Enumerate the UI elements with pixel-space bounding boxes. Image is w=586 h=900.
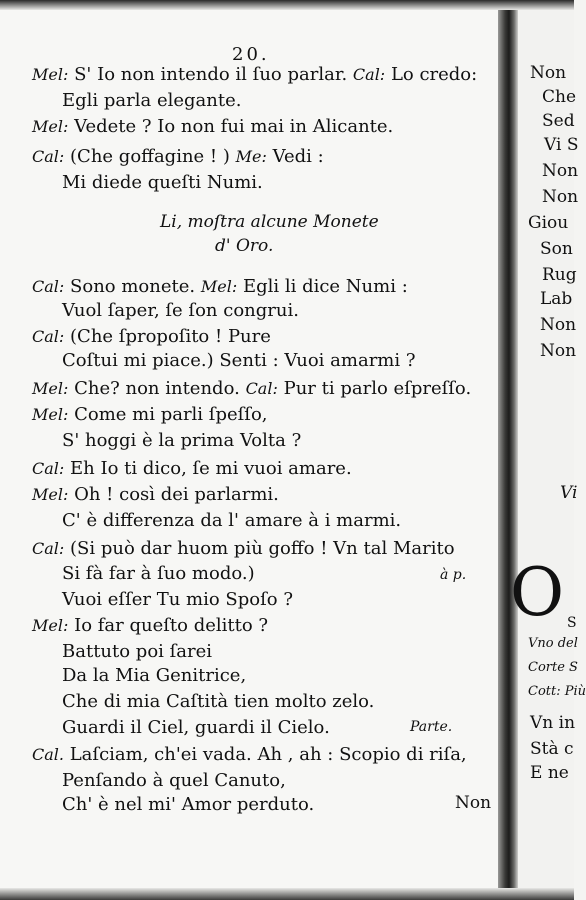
right-tail-line: Vn in — [530, 713, 576, 733]
right-page-line: Giou — [528, 213, 569, 233]
verse-text: Mi diede queſti Numi. — [62, 172, 263, 193]
right-speaker-line: Vno del — [528, 636, 578, 651]
verse-text: Vedete ? Io non fui mai in Alicante. — [74, 116, 394, 137]
speaker-label: Cal: — [32, 459, 65, 478]
verse-line — [62, 794, 314, 816]
verse-text: Sono monete. — [70, 276, 196, 297]
verse-line — [32, 326, 271, 348]
speaker-label: Cal: — [32, 327, 65, 346]
right-page-line: Rug — [542, 265, 577, 285]
speaker-label: Mel: — [32, 405, 69, 424]
verse-line — [62, 300, 299, 322]
verse-text: Egli parla elegante. — [62, 90, 242, 111]
right-tail-line: Stà c — [530, 739, 574, 759]
speaker-label: Cal: — [245, 379, 278, 398]
verse-line — [32, 276, 408, 298]
right-page-line: Non — [542, 187, 579, 207]
verse-text: Penſando à quel Canuto, — [62, 770, 286, 791]
right-page-line: Che — [542, 87, 577, 107]
verse-line — [62, 641, 212, 663]
verse-line — [32, 484, 279, 506]
drop-cap-initial: O — [510, 554, 565, 631]
right-page-line: Non — [540, 315, 577, 335]
speaker-label: Mel: — [32, 379, 69, 398]
verse-line — [62, 350, 416, 372]
speaker-label: Mel: — [200, 277, 238, 296]
right-page-line: Lab — [540, 289, 573, 309]
verse-line — [62, 665, 246, 687]
top-edge-shadow — [0, 0, 574, 10]
aside-a-parte: à p. — [440, 567, 467, 583]
right-page-line: Vi S — [544, 135, 579, 155]
verse-text: Io far queſto delitto ? — [74, 615, 269, 636]
verse-text: Guardi il Ciel, guardi il Cielo. — [62, 717, 330, 738]
speaker-label: Cal: — [32, 539, 65, 558]
verse-text: Come mi parli ſpeſſo, — [74, 404, 268, 425]
verse-text: C' è differenza da l' amare à i marmi. — [62, 510, 402, 531]
verse-text: Eh Io ti dico, ſe mi vuoi amare. — [70, 458, 352, 479]
verse-line — [32, 64, 477, 86]
right-speaker-line: Corte S — [528, 660, 578, 675]
page-number: 20. — [232, 44, 270, 65]
speaker-label: Mel: — [32, 65, 69, 84]
right-fragment-vi: Vi — [560, 483, 578, 503]
verse-line — [32, 615, 268, 637]
speaker-label: Mel: — [32, 616, 69, 635]
verse-text: Vuol ſaper, ſe ſon congrui. — [62, 300, 299, 321]
verse-text: Lo credo: — [390, 64, 478, 85]
speaker-label: Cal: — [352, 65, 386, 84]
verse-line — [62, 691, 374, 713]
verse-text: S' hoggi è la prima Volta ? — [62, 430, 302, 451]
stage-direction-line-2: d' Oro. — [215, 236, 274, 256]
verse-line — [32, 404, 268, 426]
speaker-label: Cal: — [32, 147, 65, 166]
verse-text: Che di mia Caſtità tien molto zelo. — [62, 691, 375, 712]
verse-text: Da la Mia Genitrice, — [62, 665, 247, 686]
stage-direction-line-1: Li, moſtra alcune Monete — [160, 212, 379, 232]
verse-text: Si fà far à ſuo modo.) — [62, 563, 255, 584]
book-gutter — [498, 0, 518, 900]
verse-text: Laſciam, ch'ei vada. Ah , ah : Scopio di riſa, — [69, 744, 467, 765]
verse-text: (Si può dar huom più goffo ! Vn tal Marito — [70, 538, 455, 559]
right-page — [518, 0, 586, 900]
verse-text: Vuoi eſſer Tu mio Spoſo ? — [62, 589, 293, 610]
verse-line — [32, 744, 467, 766]
aside-parte: Parte. — [410, 719, 453, 735]
right-page-line: Son — [540, 239, 573, 259]
verse-line — [62, 430, 301, 452]
right-page-line: Non — [540, 341, 577, 361]
verse-line — [62, 717, 330, 739]
verse-text: (Che goffagine ! ) — [70, 146, 230, 167]
verse-text: (Che ſpropoſito ! Pure — [70, 326, 271, 347]
verse-line — [32, 116, 393, 138]
catchword: Non — [455, 793, 492, 813]
verse-line — [32, 538, 455, 560]
right-speaker-line: Cott: Più — [528, 684, 586, 699]
verse-line — [62, 510, 401, 532]
verse-line — [62, 90, 241, 112]
verse-text: Oh ! così dei parlarmi. — [74, 484, 279, 505]
right-tail-line: E ne — [530, 763, 569, 783]
verse-line — [32, 378, 471, 400]
verse-text: Ch' è nel mi' Amor perduto. — [62, 794, 315, 815]
verse-text: S' Io non intendo il ſuo parlar. — [74, 64, 348, 85]
verse-text: Egli li dice Numi : — [242, 276, 408, 297]
verse-text: Che? non intendo. — [74, 378, 240, 399]
speaker-label: Me: — [235, 147, 267, 166]
verse-line — [62, 563, 255, 585]
speaker-label: Mel: — [32, 117, 69, 136]
verse-line — [62, 589, 293, 611]
verse-text: Pur ti parlo eſpreſſo. — [283, 378, 472, 399]
verse-text: Battuto poi ſarei — [62, 641, 213, 662]
speaker-label: Cal: — [32, 277, 65, 296]
right-small-s: S — [567, 615, 577, 631]
right-page-line: Non — [542, 161, 579, 181]
right-page-line: Sed — [542, 111, 575, 131]
verse-line — [62, 172, 263, 194]
bottom-edge-shadow — [0, 888, 574, 900]
verse-text: Coſtui mi piace.) Senti : Vuoi amarmi ? — [62, 350, 416, 371]
right-page-line: Non — [530, 63, 567, 83]
verse-text: Vedi : — [272, 146, 324, 167]
verse-line — [62, 770, 286, 792]
speaker-label: Cal. — [32, 745, 64, 764]
verse-line — [32, 458, 352, 480]
verse-line — [32, 146, 324, 168]
speaker-label: Mel: — [32, 485, 69, 504]
